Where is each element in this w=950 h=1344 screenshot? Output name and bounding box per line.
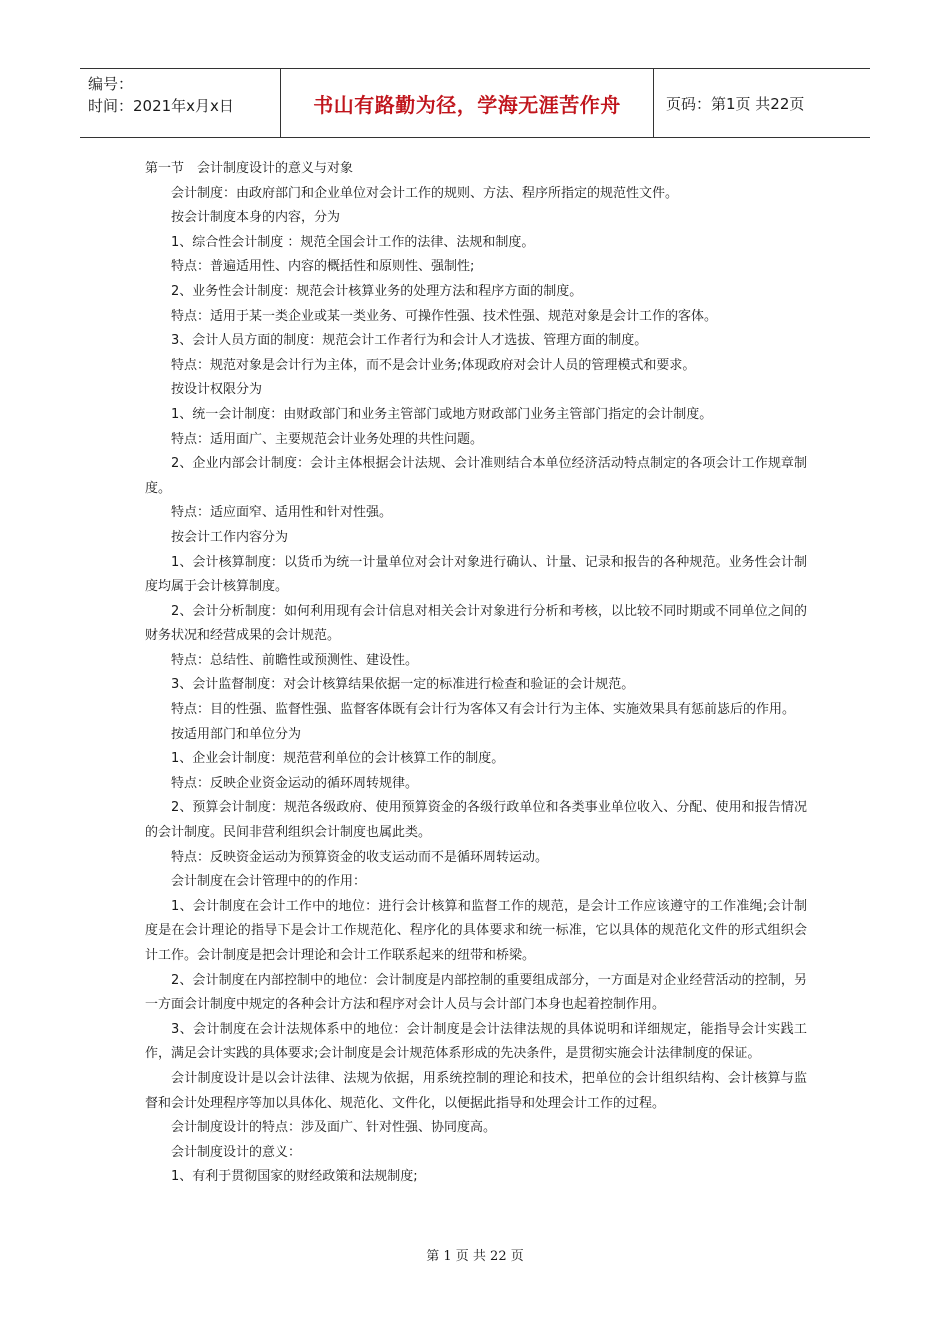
header-page-info: 页码：第1页 共22页 [666,94,805,113]
paragraph: 按会计制度本身的内容，分为 [171,210,341,226]
header-meta-cell [80,69,281,137]
paragraph: 特点：规范对象是会计行为主体，而不是会计业务;体现政府对会计人员的管理模式和要求。 [171,357,696,373]
paragraph: 按适用部门和单位分为 [171,726,302,742]
header-motto: 书山有路勤为径，学海无涯苦作舟 [313,92,621,117]
paragraph: 3、会计制度在会计法规体系中的地位：会计制度是会计法律法规的具体说明和详细规定，能指导会计实践工作，满足会计实践的具体要求;会计制度是会计规范体系形成的先决条件，是贯彻实施会计法律制度的保证。 [145,1021,807,1062]
paragraph: 会计制度设计的意义： [171,1144,302,1160]
section-title: 第一节 会计制度设计的意义与对象 [145,161,354,176]
page-header [80,68,870,138]
paragraph: 会计制度设计的特点：涉及面广、针对性强、协同度高。 [171,1120,497,1136]
paragraph: 2、会计制度在内部控制中的地位：会计制度是内部控制的重要组成部分，一方面是对企业经营活动的控制，另一方面会计制度中规定的各种会计方法和程序对会计人员与会计部门本身也起着控制作用。 [145,972,807,1013]
paragraph: 会计制度设计是以会计法律、法规为依据，用系统控制的理论和技术，把单位的会计组织结构、会计核算与监督和会计处理程序等加以具体化、规范化、文件化，以便据此指导和处理会计工作的过程。 [145,1070,807,1111]
paragraph: 特点：目的性强、监督性强、监督客体既有会计行为客体又有会计行为主体、实施效果具有惩前毖后的作用。 [171,702,796,718]
paragraph: 会计制度在会计管理中的的作用： [171,874,367,890]
paragraph: 1、会计制度在会计工作中的地位：进行会计核算和监督工作的规范，是会计工作应该遵守的工作准绳;会计制度是在会计理论的指导下是会计工作规范化、程序化的具体要求和统一标准，它以具体的规范化文件的形式组织会计工作。会计制度是把会计理论和会计工作联系起来的纽带和桥梁。 [145,898,807,963]
paragraph: 特点：适用于某一类企业或某一类业务、可操作性强、技术性强、规范对象是会计工作的客体。 [171,308,718,324]
paragraph: 特点：适应面窄、适用性和针对性强。 [171,505,393,521]
paragraph: 3、会计监督制度：对会计核算结果依据一定的标准进行检查和验证的会计规范。 [171,677,635,693]
paragraph: 特点：反映资金运动为预算资金的收支运动而不是循环周转运动。 [171,849,549,865]
paragraph: 1、会计核算制度：以货币为统一计量单位对会计对象进行确认、计量、记录和报告的各种规范。业务性会计制度均属于会计核算制度。 [145,554,807,595]
paragraph: 会计制度：由政府部门和企业单位对会计工作的规则、方法、程序所指定的规范性文件。 [171,185,679,201]
page-footer: 第 1 页 共 22 页 [426,1249,524,1264]
paragraph: 1、综合性会计制度 ：规范全国会计工作的法律、法规和制度。 [171,234,535,250]
paragraph: 2、企业内部会计制度：会计主体根据会计法规、会计准则结合本单位经济活动特点制定的各项会计工作规章制度。 [145,456,807,496]
document-time-label: 时间：2021年x月x日 [88,97,234,115]
paragraph: 1、有利于贯彻国家的财经政策和法规制度; [171,1169,418,1185]
paragraph: 特点：普遍适用性、内容的概括性和原则性、强制性; [171,259,475,275]
header-motto-cell [281,69,654,137]
paragraph: 按设计权限分为 [171,382,263,398]
paragraph: 2、会计分析制度：如何利用现有会计信息对相关会计对象进行分析和考核，以比较不同时期或不同单位之间的财务状况和经营成果的会计规范。 [145,603,807,644]
paragraph: 2、业务性会计制度：规范会计核算业务的处理方法和程序方面的制度。 [171,283,583,299]
paragraph: 按会计工作内容分为 [171,529,289,545]
paragraph: 特点：反映企业资金运动的循环周转规律。 [171,775,419,791]
paragraph: 2、预算会计制度：规范各级政府、使用预算资金的各级行政单位和各类事业单位收入、分配、使用和报告情况的会计制度。民间非营利组织会计制度也属此类。 [145,800,807,841]
paragraph: 1、企业会计制度：规范营利单位的会计核算工作的制度。 [171,751,505,767]
document-number-label: 编号： [88,75,134,93]
paragraph: 1、统一会计制度：由财政部门和业务主管部门或地方财政部门业务主管部门指定的会计制度。 [171,406,713,422]
paragraph: 3、会计人员方面的制度：规范会计工作者行为和会计人才选拔、管理方面的制度。 [171,333,648,349]
paragraph: 特点：适用面广、主要规范会计业务处理的共性问题。 [171,431,484,447]
paragraph: 特点：总结性、前瞻性或预测性、建设性。 [171,652,419,668]
document-body [145,157,807,1190]
